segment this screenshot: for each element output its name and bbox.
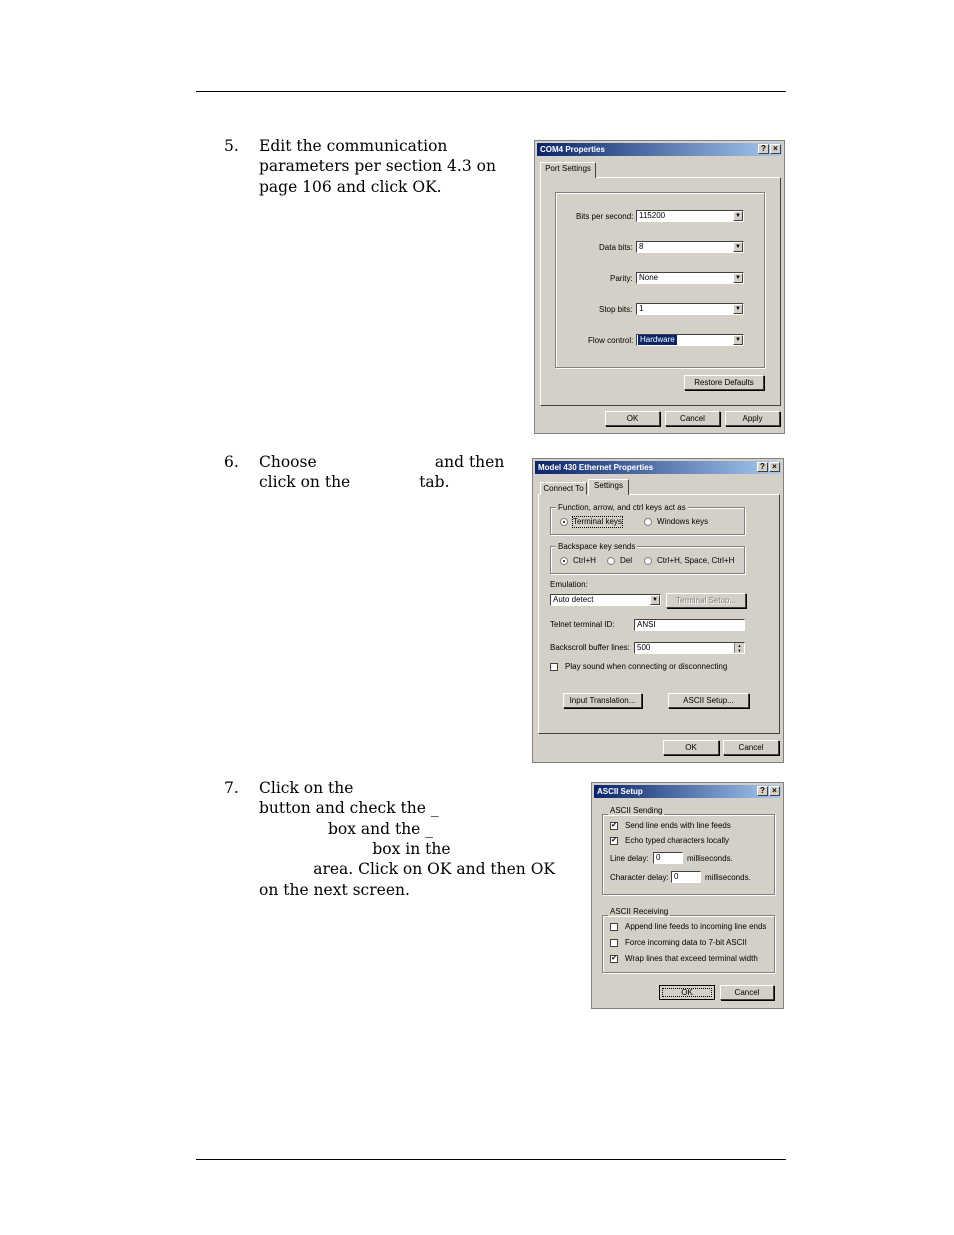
chevron-down-icon[interactable]: ▼: [733, 304, 743, 314]
dialog-title-bar: [537, 143, 782, 156]
help-icon[interactable]: ?: [757, 462, 768, 472]
terminal-setup-button[interactable]: Terminal Setup...: [666, 593, 746, 608]
step-number: 7.: [224, 779, 239, 797]
terminal-keys-label: Terminal keys: [573, 517, 622, 526]
flow-control-value: Hardware: [640, 335, 675, 344]
parity-label: Parity:: [610, 274, 633, 283]
force-7bit-checkbox[interactable]: [610, 939, 618, 947]
step-number: 5.: [224, 137, 239, 155]
help-icon[interactable]: ?: [758, 144, 769, 154]
dialog-title-bar: [535, 461, 781, 474]
step-text-line: click on the tab.: [259, 473, 450, 492]
backspace-ctrl-h-radio[interactable]: [560, 557, 568, 565]
tab-connect-to[interactable]: Connect To: [540, 482, 587, 495]
append-line-feeds-checkbox[interactable]: [610, 923, 618, 931]
backscroll-label: Backscroll buffer lines:: [550, 643, 630, 652]
send-line-ends-label: Send line ends with line feeds: [625, 821, 731, 830]
data-bits-select[interactable]: [636, 241, 744, 253]
footer-rule: [196, 1159, 786, 1160]
step-text-line: Click on the: [259, 779, 354, 797]
header-rule: [196, 91, 786, 92]
wrap-lines-label: Wrap lines that exceed terminal width: [625, 954, 758, 963]
cancel-button[interactable]: Cancel: [720, 985, 774, 1000]
character-delay-label: Character delay:: [610, 873, 669, 882]
dialog-title: COM4 Properties: [540, 145, 605, 154]
close-icon[interactable]: ×: [769, 786, 780, 796]
ethernet-properties-dialog: [532, 458, 784, 763]
com4-properties-dialog: [534, 140, 785, 434]
stop-bits-label: Stop bits:: [599, 305, 633, 314]
backspace-ctrl-h-space-label: Ctrl+H, Space, Ctrl+H: [657, 556, 735, 565]
step-text-line: Choose and then: [259, 453, 505, 471]
chevron-down-icon[interactable]: ▼: [733, 273, 743, 283]
ascii-setup-dialog: [591, 782, 784, 1009]
restore-defaults-button[interactable]: Restore Defaults: [684, 375, 764, 390]
spinner-arrows-icon[interactable]: ▲ ▼: [734, 643, 744, 653]
backspace-ctrl-h-label: Ctrl+H: [573, 556, 596, 565]
line-delay-label: Line delay:: [610, 854, 649, 863]
step-number: 6.: [224, 453, 239, 471]
step-text-line: area. Click on OK and then OK: [259, 860, 555, 879]
data-bits-label: Data bits:: [599, 243, 633, 252]
backspace-group-label: Backspace key sends: [558, 542, 636, 551]
parity-select[interactable]: [636, 272, 744, 284]
step-text-line: on the next screen.: [259, 880, 410, 899]
ascii-setup-button[interactable]: ASCII Setup...: [668, 693, 749, 708]
append-line-feeds-label: Append line feeds to incoming line ends: [625, 922, 767, 931]
echo-typed-checkbox[interactable]: ✔: [611, 837, 617, 844]
stop-bits-value: 1: [639, 304, 644, 313]
bits-per-second-value: 115200: [639, 211, 666, 220]
help-icon[interactable]: ?: [757, 786, 768, 796]
apply-button[interactable]: Apply: [725, 411, 780, 426]
ascii-sending-label: ASCII Sending: [610, 806, 663, 815]
backscroll-value: 500: [637, 643, 651, 652]
step-text-line: Edit the communication: [259, 137, 448, 155]
backscroll-input[interactable]: [634, 642, 745, 654]
dialog-title: Model 430 Ethernet Properties: [538, 463, 654, 472]
character-delay-input[interactable]: 0: [671, 871, 701, 883]
step-text-line: button and check the _: [259, 799, 439, 818]
character-delay-unit: milliseconds.: [705, 873, 751, 882]
ok-button[interactable]: OK: [605, 411, 660, 426]
windows-keys-radio[interactable]: [644, 518, 652, 526]
ok-button[interactable]: OK: [659, 985, 715, 1000]
backspace-del-label: Del: [620, 556, 633, 565]
input-translation-button[interactable]: Input Translation...: [563, 693, 642, 708]
terminal-keys-radio[interactable]: [560, 518, 568, 526]
bits-per-second-select[interactable]: [636, 210, 744, 222]
windows-keys-label: Windows keys: [657, 517, 709, 526]
dialog-title: ASCII Setup: [597, 787, 643, 796]
line-delay-unit: milliseconds.: [687, 854, 733, 863]
step-text-line: box and the _: [259, 819, 434, 838]
backspace-del-radio[interactable]: [607, 557, 615, 565]
ascii-receiving-label: ASCII Receiving: [610, 907, 669, 916]
wrap-lines-checkbox[interactable]: ✔: [611, 955, 617, 962]
step-text-line: parameters per section 4.3 on: [259, 157, 496, 176]
dialog-title-bar: [594, 785, 781, 798]
chevron-down-icon[interactable]: ▼: [733, 242, 743, 252]
echo-typed-label: Echo typed characters locally: [625, 836, 730, 845]
flow-control-label: Flow control:: [588, 336, 634, 345]
chevron-down-icon[interactable]: ▼: [733, 335, 743, 345]
data-bits-value: 8: [639, 242, 644, 251]
play-sound-checkbox[interactable]: [550, 663, 558, 671]
parity-value: None: [639, 273, 659, 282]
line-delay-input[interactable]: 0: [653, 852, 683, 864]
close-icon[interactable]: ×: [769, 462, 780, 472]
chevron-down-icon[interactable]: ▼: [733, 211, 743, 221]
bits-per-second-label: Bits per second:: [576, 212, 634, 221]
chevron-down-icon[interactable]: ▼: [650, 595, 660, 605]
tab-port-settings[interactable]: Port Settings: [540, 162, 596, 178]
send-line-ends-checkbox[interactable]: ✔: [611, 822, 617, 829]
function-keys-group-label: Function, arrow, and ctrl keys act as: [558, 503, 686, 512]
force-7bit-label: Force incoming data to 7-bit ASCII: [625, 938, 747, 947]
tab-settings[interactable]: Settings: [588, 479, 629, 495]
ok-button[interactable]: OK: [663, 740, 719, 755]
flow-control-select[interactable]: [636, 334, 744, 346]
close-icon[interactable]: ×: [770, 144, 781, 154]
telnet-terminal-id-input[interactable]: ANSI: [634, 619, 745, 631]
emulation-label: Emulation:: [550, 580, 588, 589]
step-text-line: box in the: [259, 839, 451, 858]
cancel-button[interactable]: Cancel: [665, 411, 720, 426]
telnet-terminal-id-label: Telnet terminal ID:: [550, 620, 615, 629]
cancel-button[interactable]: Cancel: [723, 740, 779, 755]
step-text-line: page 106 and click OK.: [259, 177, 442, 196]
emulation-select[interactable]: [550, 594, 661, 606]
backspace-ctrl-h-space-radio[interactable]: [644, 557, 652, 565]
emulation-value: Auto detect: [553, 595, 594, 604]
play-sound-label: Play sound when connecting or disconnecting: [565, 662, 728, 671]
stop-bits-select[interactable]: [636, 303, 744, 315]
